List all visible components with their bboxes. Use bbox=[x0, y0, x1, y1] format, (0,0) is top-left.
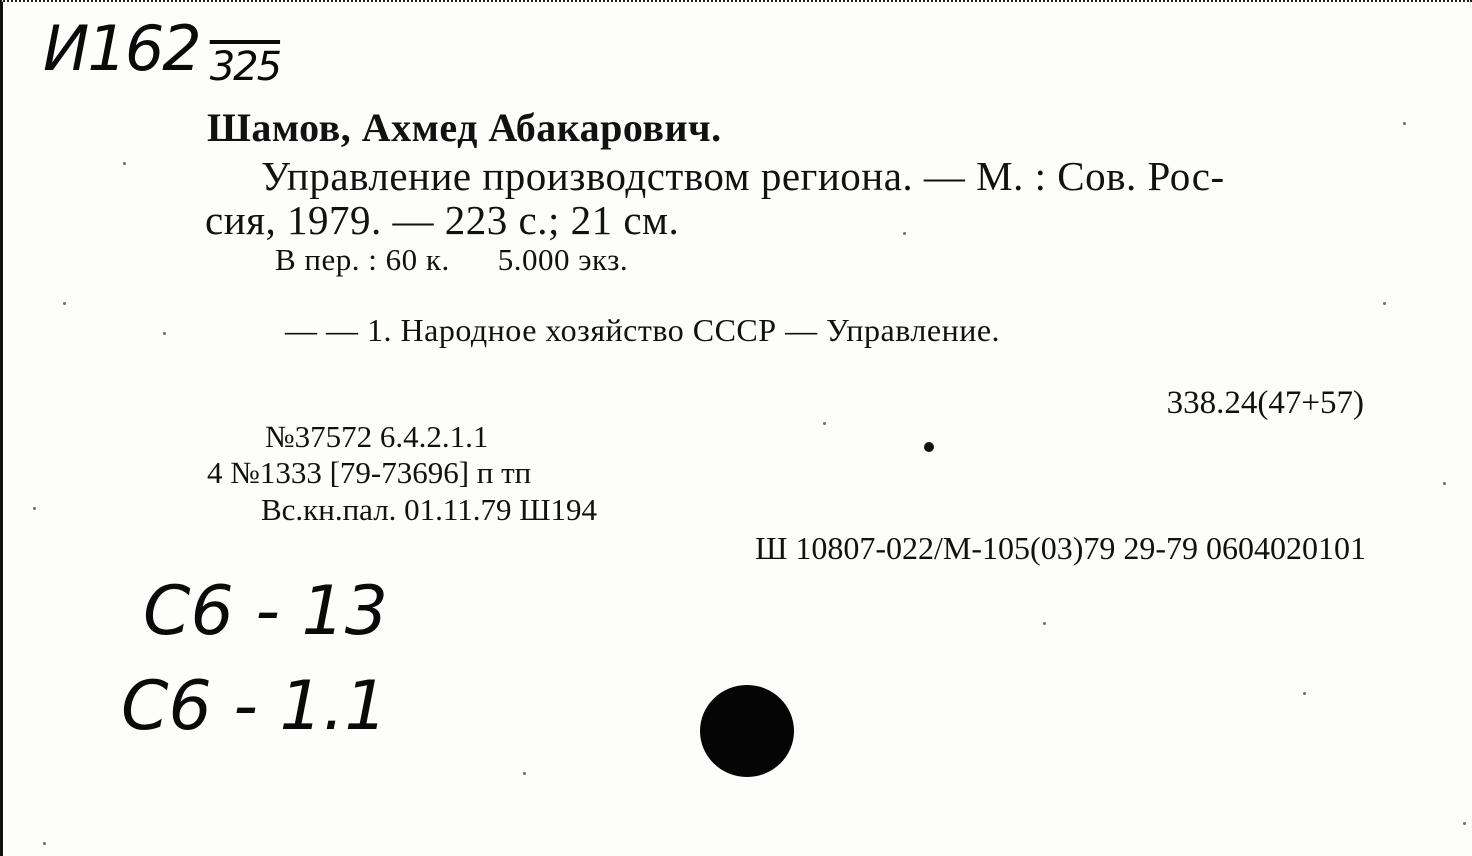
price: В пер. : 60 к. bbox=[275, 242, 450, 277]
inventory-number: И162 bbox=[43, 12, 200, 85]
publisher-code: Ш 10807-022/М-105(03)79 29-79 0604020101 bbox=[755, 530, 1366, 566]
speck bbox=[1383, 302, 1386, 305]
speck bbox=[903, 232, 906, 235]
handwritten-shelf-mark-1: С6 - 13 bbox=[143, 572, 389, 651]
print-run: 5.000 экз. bbox=[497, 242, 629, 277]
speck bbox=[1043, 622, 1046, 625]
speck bbox=[1303, 692, 1306, 695]
record-number: 4 №1333 [79-73696] п тп bbox=[207, 455, 532, 490]
ink-dot bbox=[924, 442, 934, 452]
handwritten-inventory-number bbox=[43, 12, 280, 90]
punch-hole bbox=[700, 685, 794, 777]
price-line bbox=[275, 242, 628, 278]
speck bbox=[523, 772, 526, 775]
udc-code: 338.24(47+57) bbox=[1166, 385, 1364, 421]
speck bbox=[823, 422, 826, 425]
author-heading: Шамов, Ахмед Абакарович. bbox=[207, 105, 722, 150]
title-line-2: сия, 1979. — 223 с.; 21 см. bbox=[205, 197, 680, 243]
title-line-1: Управление производством региона. — М. : Сов. Рос- bbox=[261, 153, 1225, 199]
speck bbox=[163, 332, 166, 335]
speck bbox=[1443, 482, 1446, 485]
handwritten-shelf-mark-2: С6 - 1.1 bbox=[121, 667, 388, 746]
speck bbox=[123, 162, 126, 165]
speck bbox=[1463, 822, 1466, 825]
speck bbox=[33, 507, 36, 510]
registration-number: №37572 6.4.2.1.1 bbox=[265, 419, 489, 454]
speck bbox=[43, 842, 46, 845]
book-chamber-stamp: Вс.кн.пал. 01.11.79 Ш194 bbox=[261, 492, 598, 527]
speck bbox=[1403, 122, 1406, 125]
speck bbox=[63, 302, 66, 305]
subject-heading: — — 1. Народное хозяйство СССР — Управление. bbox=[285, 312, 1001, 348]
inventory-sub-number: 325 bbox=[209, 44, 281, 90]
